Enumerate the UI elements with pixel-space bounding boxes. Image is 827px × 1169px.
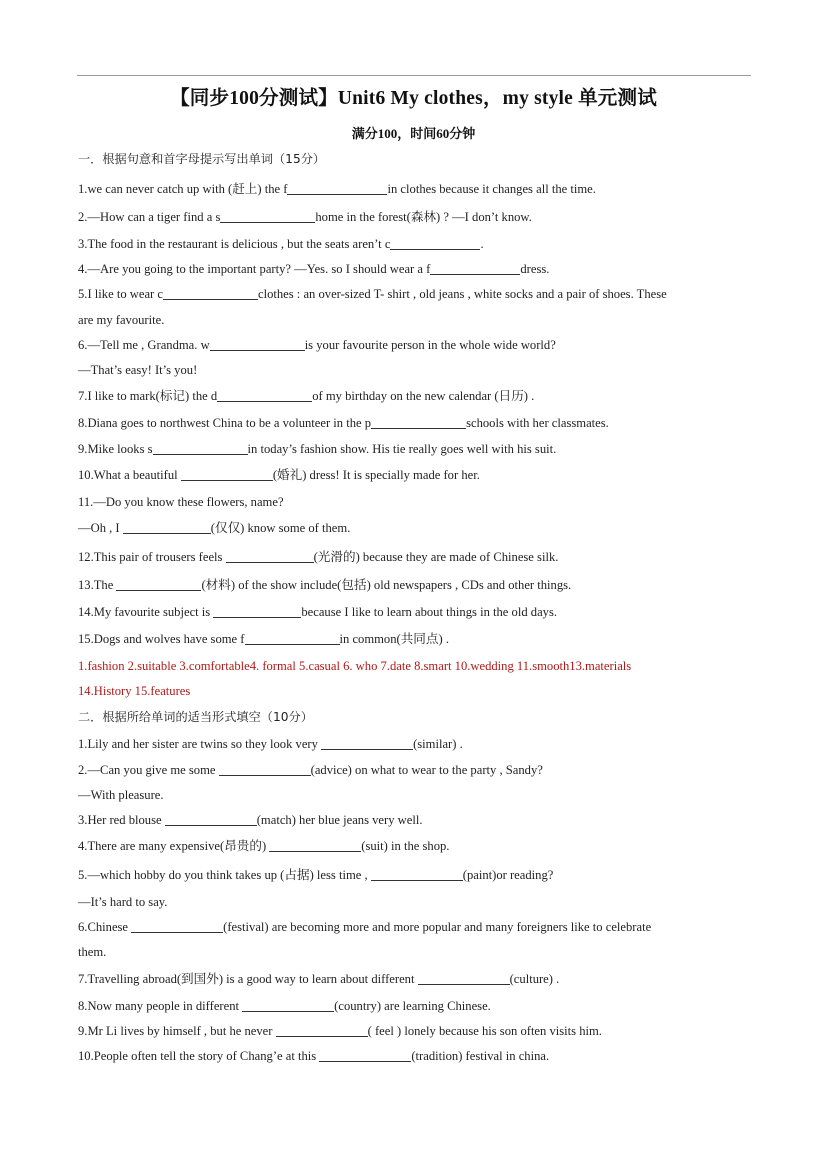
question-1-5: 5.I like to wear c clothes : an over-sized T- shirt , old jeans , white socks and a pair of shoes. These (78, 287, 667, 301)
question-2-1: 1.Lily and her sister are twins so they look very (similar) . (78, 737, 463, 751)
answer-blank[interactable] (418, 971, 510, 985)
page-subtitle: 满分100，时间60分钟 (351, 126, 476, 141)
question-1-9: 9.Mike looks s in today’s fashion show. His tie really goes well with his suit. (78, 442, 557, 456)
answer-blank[interactable] (321, 736, 413, 750)
question-2-2: 2.—Can you give me some (advice) on what to wear to the party , Sandy? (78, 763, 543, 777)
answer-blank[interactable] (213, 604, 301, 618)
question-2-6: 6.Chinese (festival) are becoming more and more popular and many foreigners like to celebrate (78, 920, 652, 934)
answer-blank[interactable] (287, 181, 387, 195)
question-1-4: 4.—Are you going to the important party? —Yes. so I should wear a f dress. (78, 262, 550, 276)
question-2-4: 4.There are many expensive(昂贵的) (suit) in the shop. (78, 839, 450, 853)
answer-blank[interactable] (226, 549, 314, 563)
answer-blank[interactable] (181, 467, 273, 481)
answer-blank[interactable] (219, 762, 311, 776)
answer-blank[interactable] (217, 388, 312, 402)
question-1-11: 11.—Do you know these flowers, name? (78, 495, 284, 509)
answer-blank[interactable] (163, 286, 258, 300)
question-1-6: 6.—Tell me , Grandma. w is your favourite person in the whole wide world? (78, 338, 556, 352)
answer-blank[interactable] (245, 631, 340, 645)
question-2-9: 9.Mr Li lives by himself , but he never ( feel ) lonely because his son often visits him. (78, 1024, 602, 1038)
answer-blank[interactable] (371, 415, 466, 429)
answer-blank[interactable] (220, 209, 315, 223)
question-2-2-reply: —With pleasure. (78, 788, 164, 802)
answer-blank[interactable] (430, 261, 520, 275)
header-rule (77, 75, 751, 76)
answer-key-line-1: 1.fashion 2.suitable 3.comfortable4. formal 5.casual 6. who 7.date 8.smart 10.wedding 11.smooth13.materials (78, 659, 632, 673)
section-1-heading: 一．根据句意和首字母提示写出单词（15分） (78, 152, 326, 166)
question-2-5-reply: —It’s hard to say. (78, 895, 168, 909)
question-2-5: 5.—which hobby do you think takes up (占据) less time , (paint)or reading? (78, 868, 554, 882)
question-2-3: 3.Her red blouse (match) her blue jeans very well. (78, 813, 423, 827)
question-1-8: 8.Diana goes to northwest China to be a volunteer in the p schools with her classmates. (78, 416, 609, 430)
question-1-3: 3.The food in the restaurant is delicious , but the seats aren’t c . (78, 237, 484, 251)
question-1-6-reply: —That’s easy! It’s you! (78, 363, 198, 377)
section-2-heading: 二．根据所给单词的适当形式填空（10分） (78, 710, 313, 724)
answer-blank[interactable] (276, 1023, 368, 1037)
question-1-10: 10.What a beautiful (婚礼) dress! It is specially made for her. (78, 468, 480, 482)
answer-key-line-2: 14.History 15.features (78, 684, 191, 698)
question-1-12: 12.This pair of trousers feels (光滑的) because they are made of Chinese silk. (78, 550, 559, 564)
question-2-8: 8.Now many people in different (country) are learning Chinese. (78, 999, 491, 1013)
question-1-2: 2.—How can a tiger find a s home in the forest(森林) ? —I don’t know. (78, 210, 532, 224)
question-1-13: 13.The (材料) of the show include(包括) old newspapers , CDs and other things. (78, 578, 572, 592)
question-2-7: 7.Travelling abroad(到国外) is a good way to learn about different (culture) . (78, 972, 560, 986)
answer-blank[interactable] (319, 1048, 411, 1062)
answer-blank[interactable] (116, 577, 201, 591)
answer-blank[interactable] (123, 520, 211, 534)
answer-blank[interactable] (210, 337, 305, 351)
question-2-10: 10.People often tell the story of Chang’e at this (tradition) festival in china. (78, 1049, 550, 1063)
answer-blank[interactable] (165, 812, 257, 826)
answer-blank[interactable] (131, 919, 223, 933)
answer-blank[interactable] (390, 236, 480, 250)
question-1-14: 14.My favourite subject is because I like to learn about things in the old days. (78, 605, 558, 619)
question-1-15: 15.Dogs and wolves have some f in common(共同点) . (78, 632, 449, 646)
question-1-5-cont: are my favourite. (78, 313, 165, 327)
page-title: 【同步100分测试】Unit6 My clothes，my style 单元测试 (170, 88, 657, 109)
answer-blank[interactable] (242, 998, 334, 1012)
question-2-6-cont: them. (78, 945, 107, 959)
answer-blank[interactable] (371, 867, 463, 881)
question-1-11-reply: —Oh , I (仅仅) know some of them. (78, 521, 351, 535)
question-1-1: 1.we can never catch up with (赶上) the f in clothes because it changes all the time. (78, 182, 596, 196)
answer-blank[interactable] (269, 838, 361, 852)
question-1-7: 7.I like to mark(标记) the d of my birthday on the new calendar (日历) . (78, 389, 535, 403)
answer-blank[interactable] (153, 441, 248, 455)
